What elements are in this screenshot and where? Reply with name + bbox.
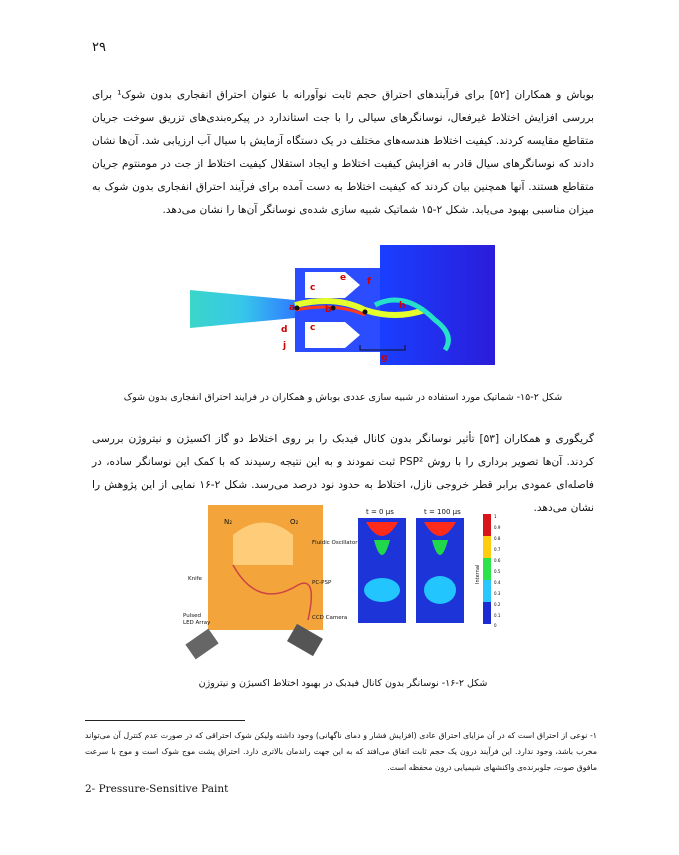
- figure-1-label: a: [289, 303, 296, 313]
- figure-1-label: d: [281, 325, 288, 335]
- paragraph-2: گریگوری و همکاران [۵۳] تأثیر نوسانگر بدون کانال فیدبک را بر روی اختلاط دو گاز اکسیژن و نیتروژن بررسی کردند. آن‌ها تصویر برداری را با روش PSP² ثبت نمودند و به این نتیجه رسیدند که با کمک این نوسانگر ساده، در فاصله‌ای عمودی برابر قطر خروجی نازل، اختلاط به حدود نود درصد می‌رسد. شکل ۲-۱۶ نمایی از این پژوهش را نشان می‌دهد.: [92, 433, 594, 514]
- time-label-0: t = 0 µs: [366, 508, 394, 516]
- colorbar-tick: 0.4: [494, 580, 501, 585]
- colorbar-tick: 0.2: [494, 602, 501, 607]
- led-array-icon: [185, 629, 218, 660]
- n2-label: N₂: [224, 518, 233, 526]
- figure-1-label: b: [325, 305, 332, 315]
- pulsed-label: Pulsed: [183, 613, 201, 619]
- colorbar-tick: 0.6: [494, 558, 501, 563]
- colorbar-tick: 0.1: [494, 613, 501, 618]
- colorbar-tick: 1: [494, 514, 497, 519]
- figure-1-label: f: [367, 277, 371, 287]
- figure-1-label: c: [310, 283, 316, 293]
- fluidic-oscillator-label: Fluidic Oscillator: [312, 540, 358, 546]
- led-array-label: LED Array: [183, 620, 211, 626]
- colorbar-label: Internal: [475, 564, 481, 584]
- knife-label: Knife: [188, 576, 202, 582]
- figure-2-experiment: [178, 500, 523, 665]
- colorbar-tick: 0: [494, 623, 497, 628]
- o2-label: O₂: [290, 518, 299, 526]
- colorbar-tick: 0.8: [494, 536, 501, 541]
- page-number: ۲۹: [92, 40, 106, 55]
- time-label-100: t = 100 µs: [424, 508, 461, 516]
- paragraph-1: بوباش و همکاران [۵۲] برای فرآیندهای احتراق حجم ثابت نوآورانه با عنوان احتراق انفجاری بدون شوک¹ برای بررسی افزایش اختلاط غیرفعال، نوسانگرهای سیالی را با جت استاندارد در پیکره‌بندی‌های تزریق سوخت جریان متقاطع مقایسه کردند. کیفیت اختلاط هندسه‌های مختلف در یک دستگاه آزمایش با سیال آب ارزیابی شد. آن‌ها نشان دادند که نوسانگرهای سیال قادر به افزایش کیفیت اختلاط و ایجاد استقلال کیفیت اختلاط از جت در مومنتوم جریان متقاطع هستند. آنها همچنین بیان کردند که کیفیت اختلاط به دست آمده برای فرآیند احتراق انفجاری بدون شوک به میزان مناسبی بهبود می‌یابد. شکل ۲-۱۵ شماتیک شبیه سازی شده‌ی نوسانگر آن‌ها را نشان می‌دهد.: [92, 89, 594, 216]
- psp-frame-0us: [358, 508, 406, 623]
- ccd-camera-label: CCD Camera: [312, 615, 348, 621]
- colorbar-tick: 0.5: [494, 569, 501, 574]
- footnote-separator: [85, 720, 245, 721]
- figure-1-label: h: [399, 301, 406, 311]
- figure-2-caption: شکل ۲-۱۶- نوسانگر بدون کانال فیدبک در بهبود اختلاط اکسیژن و نیتروژن: [198, 678, 488, 689]
- colorbar-tick: 0.7: [494, 547, 501, 552]
- figure-1-label: j: [283, 341, 287, 351]
- psp-frame-100us: [416, 508, 464, 623]
- footnote-2: 2- Pressure-Sensitive Paint: [85, 783, 229, 795]
- colorbar-tick: 0.9: [494, 525, 501, 530]
- pc-psp-label: PC-PSP: [312, 580, 332, 586]
- colorbar: [475, 514, 501, 628]
- figure-1-label: e: [340, 273, 347, 283]
- figure-1-simulation: [185, 240, 495, 370]
- figure-1-label: g: [381, 353, 388, 363]
- colorbar-tick: 0.3: [494, 591, 501, 596]
- figure-1-label: c: [310, 323, 316, 333]
- footnote-1: ۱- نوعی از احتراق است که در آن مزایای احتراق عادی (افزایش فشار و دمای ناگهانی) وجود داشته ولیکن شوک احتراقی که در صورت عدم کنترل آن می‌تواند مخرب باشد، وجود ندارد. این فرآیند درون یک حجم ثابت اتفاق می‌افتد که به این جهت راندمان بالاتری دارد. احتراق پشت موج شوک است و موج با سرعت مافوق صوت، جلوبرنده‌ی واکنشهای شیمیایی درون محفظه است.: [85, 731, 597, 772]
- figure-1-caption: شکل ۲-۱۵- شماتیک مورد استفاده در شبیه سازی عددی بوباش و همکاران در فرایند احتراق انفجاری بدون شوک: [123, 392, 563, 403]
